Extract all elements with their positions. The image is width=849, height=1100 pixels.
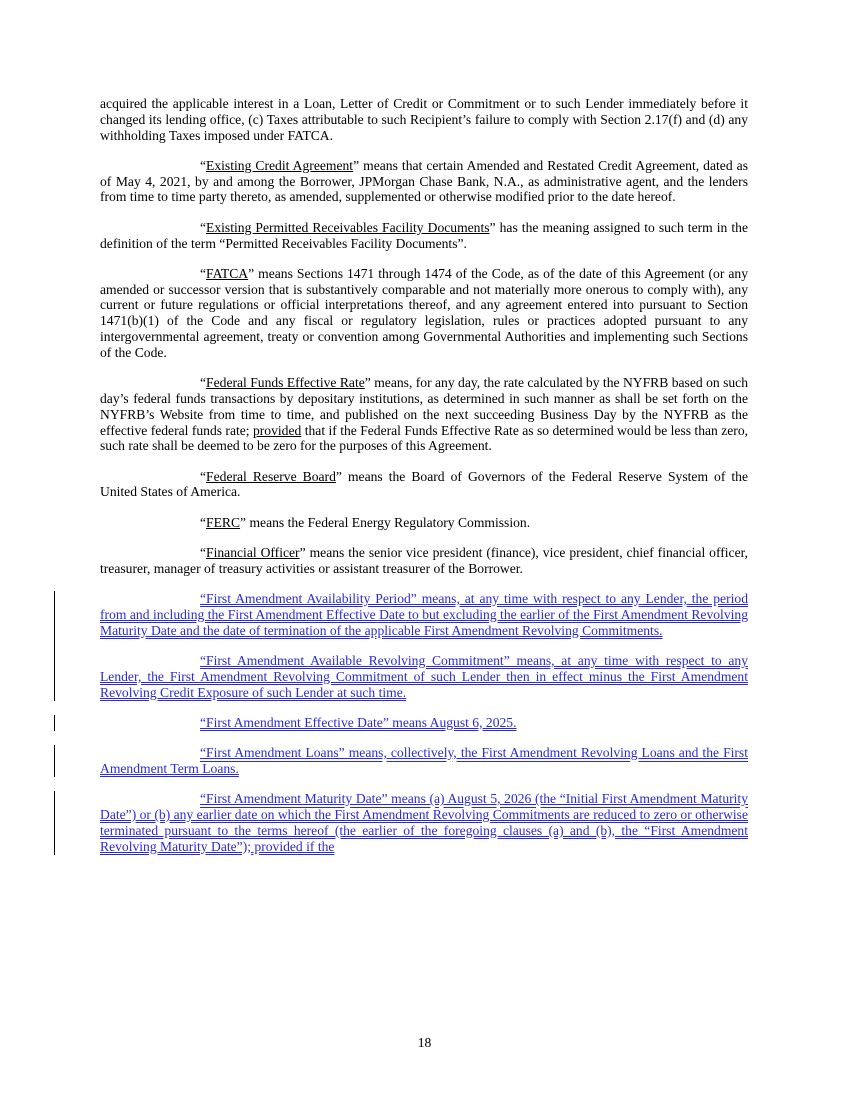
change-bar <box>54 591 55 655</box>
paragraph-carryover: acquired the applicable interest in a Loan, Letter of Credit or Commitment or to such Lender immediately before it changed its lending office, (c) Taxes attributable to such Recipient’s failure to comply with Section 2.17(f) and (d) any withholding Taxes imposed under FATCA. <box>100 96 748 143</box>
definition-financial-officer <box>100 545 748 577</box>
definition-existing-credit-agreement <box>100 158 748 205</box>
document-body <box>100 96 748 869</box>
page-number: 18 <box>417 1035 432 1050</box>
definition-first-amendment-available-revolving-commitment: “First Amendment Available Revolving Commitment” means, at any time with respect to any Lender, the First Amendment Revolving Commitment of such Lender then in effect minus the First Amendment Revolving Credit Exposure of such Lender at such time. <box>100 653 748 700</box>
defined-term: Federal Reserve Board <box>206 468 336 484</box>
definition-first-amendment-maturity-date: “First Amendment Maturity Date” means (a) August 5, 2026 (the “Initial First Amendment Maturity Date”) or (b) any earlier date on which the First Amendment Revolving Commitments are reduced to zero or otherwise terminated pursuant to the terms hereof (the earlier of the foregoing clauses (a) and (b), the “First Amendment Revolving Maturity Date”); provided if the <box>100 791 748 854</box>
defined-term: Financial Officer <box>206 545 300 561</box>
open-quote: “ <box>200 157 207 173</box>
open-quote: “ <box>200 545 207 561</box>
definition-first-amendment-loans: “First Amendment Loans” means, collectively, the First Amendment Revolving Loans and the First Amendment Term Loans. <box>100 745 748 776</box>
open-quote: “ <box>200 468 207 484</box>
definition-text: ” has the meaning assigned to such term in the definition of the term “Permitted Receivables Facility Documents”. <box>100 219 748 251</box>
definition-existing-permitted-receivables <box>100 220 748 252</box>
definition-text: ” means the Federal Energy Regulatory Commission. <box>240 514 531 530</box>
definition-first-amendment-availability-period: “First Amendment Availability Period” means, at any time with respect to any Lender, the period from and including the First Amendment Effective Date to but excluding the earlier of the First Amendment Revolving Maturity Date and the date of termination of the applicable First Amendment Revolving Commitments. <box>100 591 748 638</box>
definition-text: ” means the senior vice president (finance), vice president, chief financial officer, treasurer, manager of treasury activities or assistant treasurer of the Borrower. <box>100 545 749 576</box>
provided-keyword: provided <box>252 422 302 438</box>
inserted-block-effective-date <box>100 715 748 731</box>
definition-text: that if the Federal Funds Effective Rate as so determined would be less than zero, such rate shall be deemed to be zero for the purposes of this Agreement. <box>100 422 749 454</box>
defined-term: Existing Permitted Receivables Facility Documents <box>206 219 490 235</box>
open-quote: “ <box>200 265 207 281</box>
defined-term: Existing Credit Agreement <box>206 157 354 173</box>
definition-federal-reserve-board <box>100 469 748 501</box>
inserted-block-loans <box>100 745 748 777</box>
definition-fatca <box>100 266 748 361</box>
open-quote: “ <box>200 219 207 235</box>
defined-term: Federal Funds Effective Rate <box>206 375 365 391</box>
definition-text: ” means Sections 1471 through 1474 of the Code, as of the date of this Agreement (or any amended or successor version that is substantively comparable and not materially more onerous to comply with), any current or future regulations or official interpretations thereof, and any agreement entered into pursuant to Section 1471(b)(1) of the Code and any fiscal or regulatory legislation, rules or practices adopted pursuant to any intergovernmental agreement, treaty or convention among Governmental Authorities and implementing such Sections of the Code. <box>100 265 748 360</box>
definition-text: ” means the Board of Governors of the Federal Reserve System of the United States of America. <box>100 468 749 500</box>
defined-term: FERC <box>206 514 241 530</box>
inserted-block-maturity-date <box>100 791 748 854</box>
definition-ferc <box>100 515 748 531</box>
definition-text: ” means, for any day, the rate calculated by the NYFRB based on such day’s federal funds transactions by depositary institutions, as determined in such manner as shall be set forth on the NYFRB’s Website from time to time, and published on the next succeeding Business Day by the NYFRB as the effective federal funds rate; <box>100 375 748 438</box>
open-quote: “ <box>200 375 207 391</box>
inserted-block-availability-period <box>100 591 748 638</box>
change-bar <box>54 745 55 777</box>
change-bar <box>54 653 55 701</box>
change-bar <box>54 791 55 855</box>
inserted-block-available-revolving-commitment <box>100 653 748 700</box>
definition-text: ” means that certain Amended and Restated Credit Agreement, dated as of May 4, 2021, by and among the Borrower, JPMorgan Chase Bank, N.A., as administrative agent, and the lenders from time to time party thereto, as amended, supplemented or otherwise modified prior to the date hereof. <box>100 157 748 205</box>
defined-term: FATCA <box>206 265 249 281</box>
definition-first-amendment-effective-date: “First Amendment Effective Date” means August 6, 2025. <box>200 714 517 730</box>
definition-federal-funds-effective-rate <box>100 375 748 454</box>
change-bar <box>54 715 55 731</box>
open-quote: “ <box>200 514 207 530</box>
